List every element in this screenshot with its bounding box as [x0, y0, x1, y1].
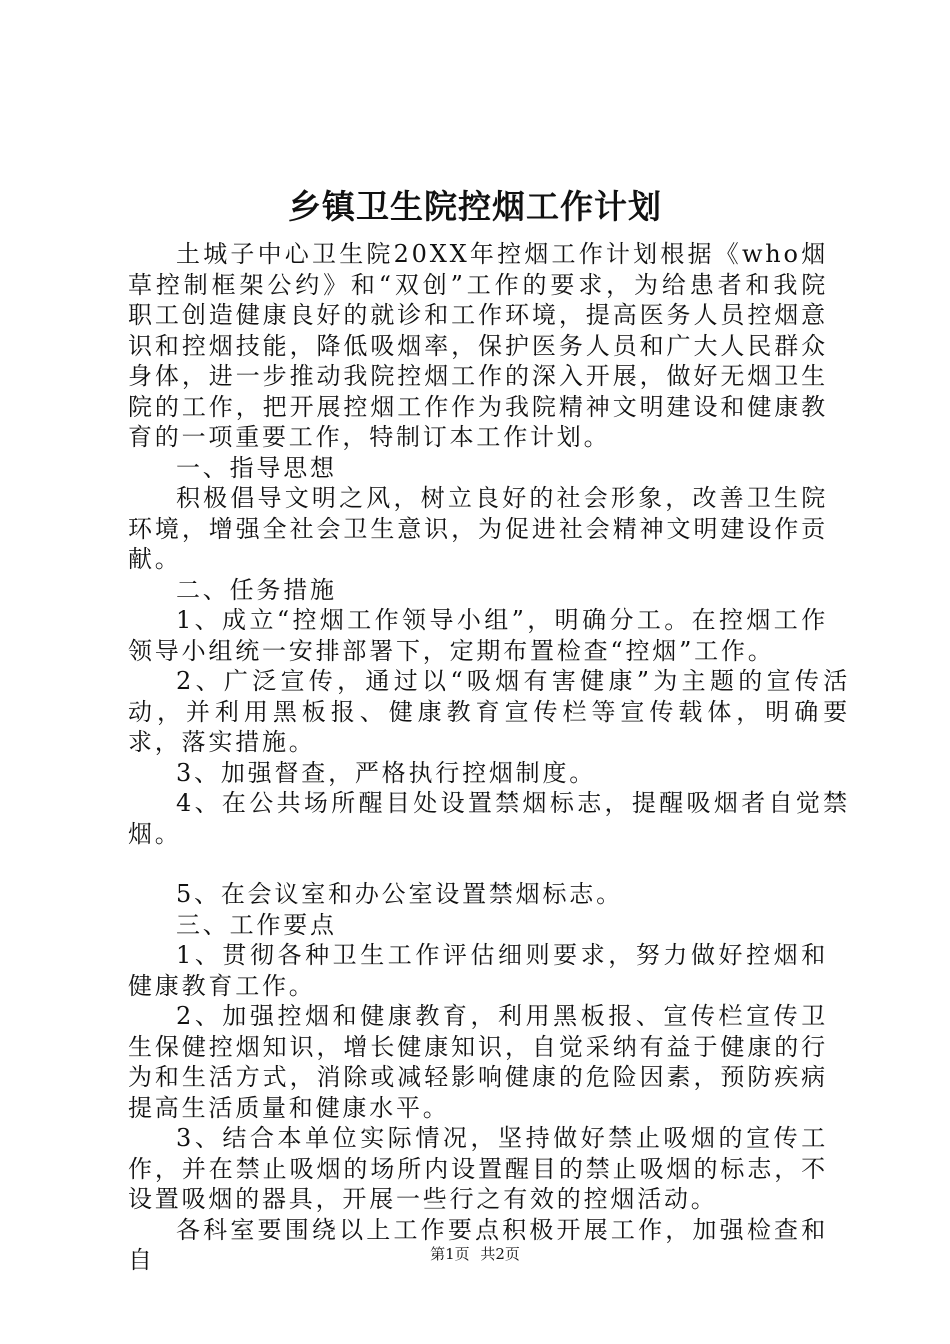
paragraph-measure-3: 3、加强督查，严格执行控烟制度。	[176, 758, 597, 787]
document-title: 乡镇卫生院控烟工作计划	[288, 187, 662, 226]
section-heading-guiding-ideology: 一、指导思想	[176, 453, 337, 482]
section-heading-work-points: 三、工作要点	[176, 910, 337, 939]
paragraph-point-2: 2、加强控烟和健康教育，利用黑板报、宣传栏宣传卫生保健控烟知识，增长健康知识，自觉采纳有益于健康的行为和生活方式，消除或减轻影响健康的危险因素，预防疾病提高生活质量和健康水平。	[128, 1002, 828, 1122]
paragraph-measure-1: 1、成立“控烟工作领导小组”，明确分工。在控烟工作领导小组统一安排部署下，定期布置检查“控烟”工作。	[128, 606, 828, 665]
paragraph-closing: 各科室要围绕以上工作要点积极开展工作，加强检查和自	[128, 1215, 828, 1274]
paragraph-point-1: 1、贯彻各种卫生工作评估细则要求，努力做好控烟和健康教育工作。	[128, 941, 828, 1000]
paragraph-measure-4: 4、在公共场所醒目处设置禁烟标志，提醒吸烟者自觉禁烟。	[128, 789, 850, 848]
paragraph-point-3: 3、结合本单位实际情况，坚持做好禁止吸烟的宣传工作，并在禁止吸烟的场所内设置醒目的禁止吸烟的标志，不设置吸烟的器具，开展一些行之有效的控烟活动。	[128, 1124, 828, 1213]
paragraph-measure-5: 5、在会议室和办公室设置禁烟标志。	[176, 880, 623, 908]
paragraph-measure-2: 2、广泛宣传，通过以“吸烟有害健康”为主题的宣传活动，并利用黑板报、健康教育宣传栏等宣传载体，明确要求，落实措施。	[128, 667, 850, 756]
paragraph-guiding-ideology: 积极倡导文明之风，树立良好的社会形象，改善卫生院环境，增强全社会卫生意识，为促进社会精神文明建设作贡献。	[128, 484, 828, 573]
paragraph-intro: 土城子中心卫生院20XX年控烟工作计划根据《who烟草控制框架公约》和“双创”工作的要求，为给患者和我院职工创造健康良好的就诊和工作环境，提高医务人员控烟意识和控烟技能，降低吸烟率，保护医务人员和广大人民群众身体，进一步推动我院控烟工作的深入开展，做好无烟卫生院的工作，把开展控烟工作作为我院精神文明建设和健康教育的一项重要工作，特制订本工作计划。	[128, 240, 828, 451]
document-body	[128, 239, 850, 1276]
section-heading-task-measures: 二、任务措施	[176, 575, 337, 604]
page-footer: 第1页 共2页	[430, 1245, 520, 1263]
